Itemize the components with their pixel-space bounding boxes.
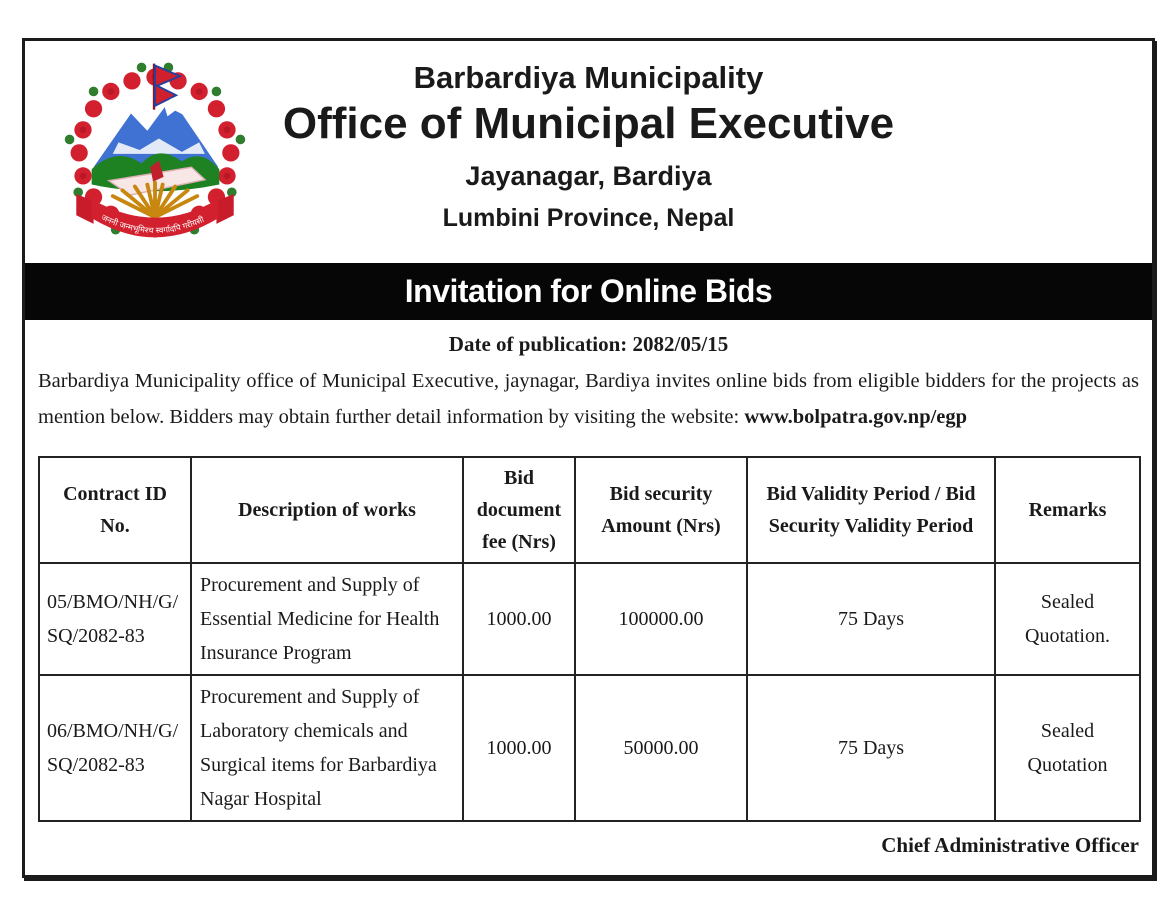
header-bid-document-fee: Bid document fee (Nrs) [463, 457, 575, 563]
header-contract-id: Contract ID No. [39, 457, 191, 563]
remarks-cell: Sealed Quotation. [995, 563, 1140, 675]
remarks-cell: Sealed Quotation [995, 675, 1140, 821]
table-header-row [39, 457, 1140, 563]
notice-title-banner [25, 263, 1152, 320]
security-amount-cell: 100000.00 [575, 563, 747, 675]
header-remarks: Remarks [995, 457, 1140, 563]
validity-cell: 75 Days [747, 675, 995, 821]
document-fee-cell: 1000.00 [463, 563, 575, 675]
notice-body [25, 332, 1152, 858]
bid-notice-document [22, 38, 1155, 878]
office-province: Lumbini Province, Nepal [442, 204, 735, 233]
validity-cell: 75 Days [747, 563, 995, 675]
description-cell: Procurement and Supply of Laboratory chemicals and Surgical items for Barbardiya Nagar Hospital [191, 675, 463, 821]
header-description: Description of works [191, 457, 463, 563]
bids-table [38, 456, 1141, 822]
header-bid-security: Bid security Amount (Nrs) [575, 457, 747, 563]
municipality-name: Barbardiya Municipality [413, 60, 764, 95]
office-address: Jayanagar, Bardiya [465, 160, 712, 191]
nepal-government-emblem-icon [59, 51, 251, 249]
table-row [39, 675, 1140, 821]
procurement-website: www.bolpatra.gov.np/egp [744, 406, 968, 428]
contract-id-cell: 05/BMO/NH/G/ SQ/2082-83 [39, 563, 191, 675]
intro-text: Barbardiya Municipality office of Municipal Executive, jaynagar, Bardiya invites online bids from eligible bidders for the projects as mention below. Bidders may obtain further detail information by visiting the website: [38, 370, 1139, 428]
emblem-motto-text: जननी जन्मभूमिश्च स्वर्गादपि गरीयसी [99, 211, 206, 236]
office-name: Office of Municipal Executive [282, 98, 895, 148]
security-amount-cell: 50000.00 [575, 675, 747, 821]
signatory-title: Chief Administrative Officer [881, 832, 1139, 857]
document-fee-cell: 1000.00 [463, 675, 575, 821]
masthead [25, 41, 1152, 263]
contract-id-cell: 06/BMO/NH/G/ SQ/2082-83 [39, 675, 191, 821]
notice-title: Invitation for Online Bids [404, 273, 773, 309]
intro-paragraph [38, 363, 1139, 435]
header-validity-period: Bid Validity Period / Bid Security Validity Period [747, 457, 995, 563]
publication-date: Date of publication: 2082/05/15 [448, 332, 729, 356]
description-cell: Procurement and Supply of Essential Medicine for Health Insurance Program [191, 563, 463, 675]
table-row [39, 563, 1140, 675]
